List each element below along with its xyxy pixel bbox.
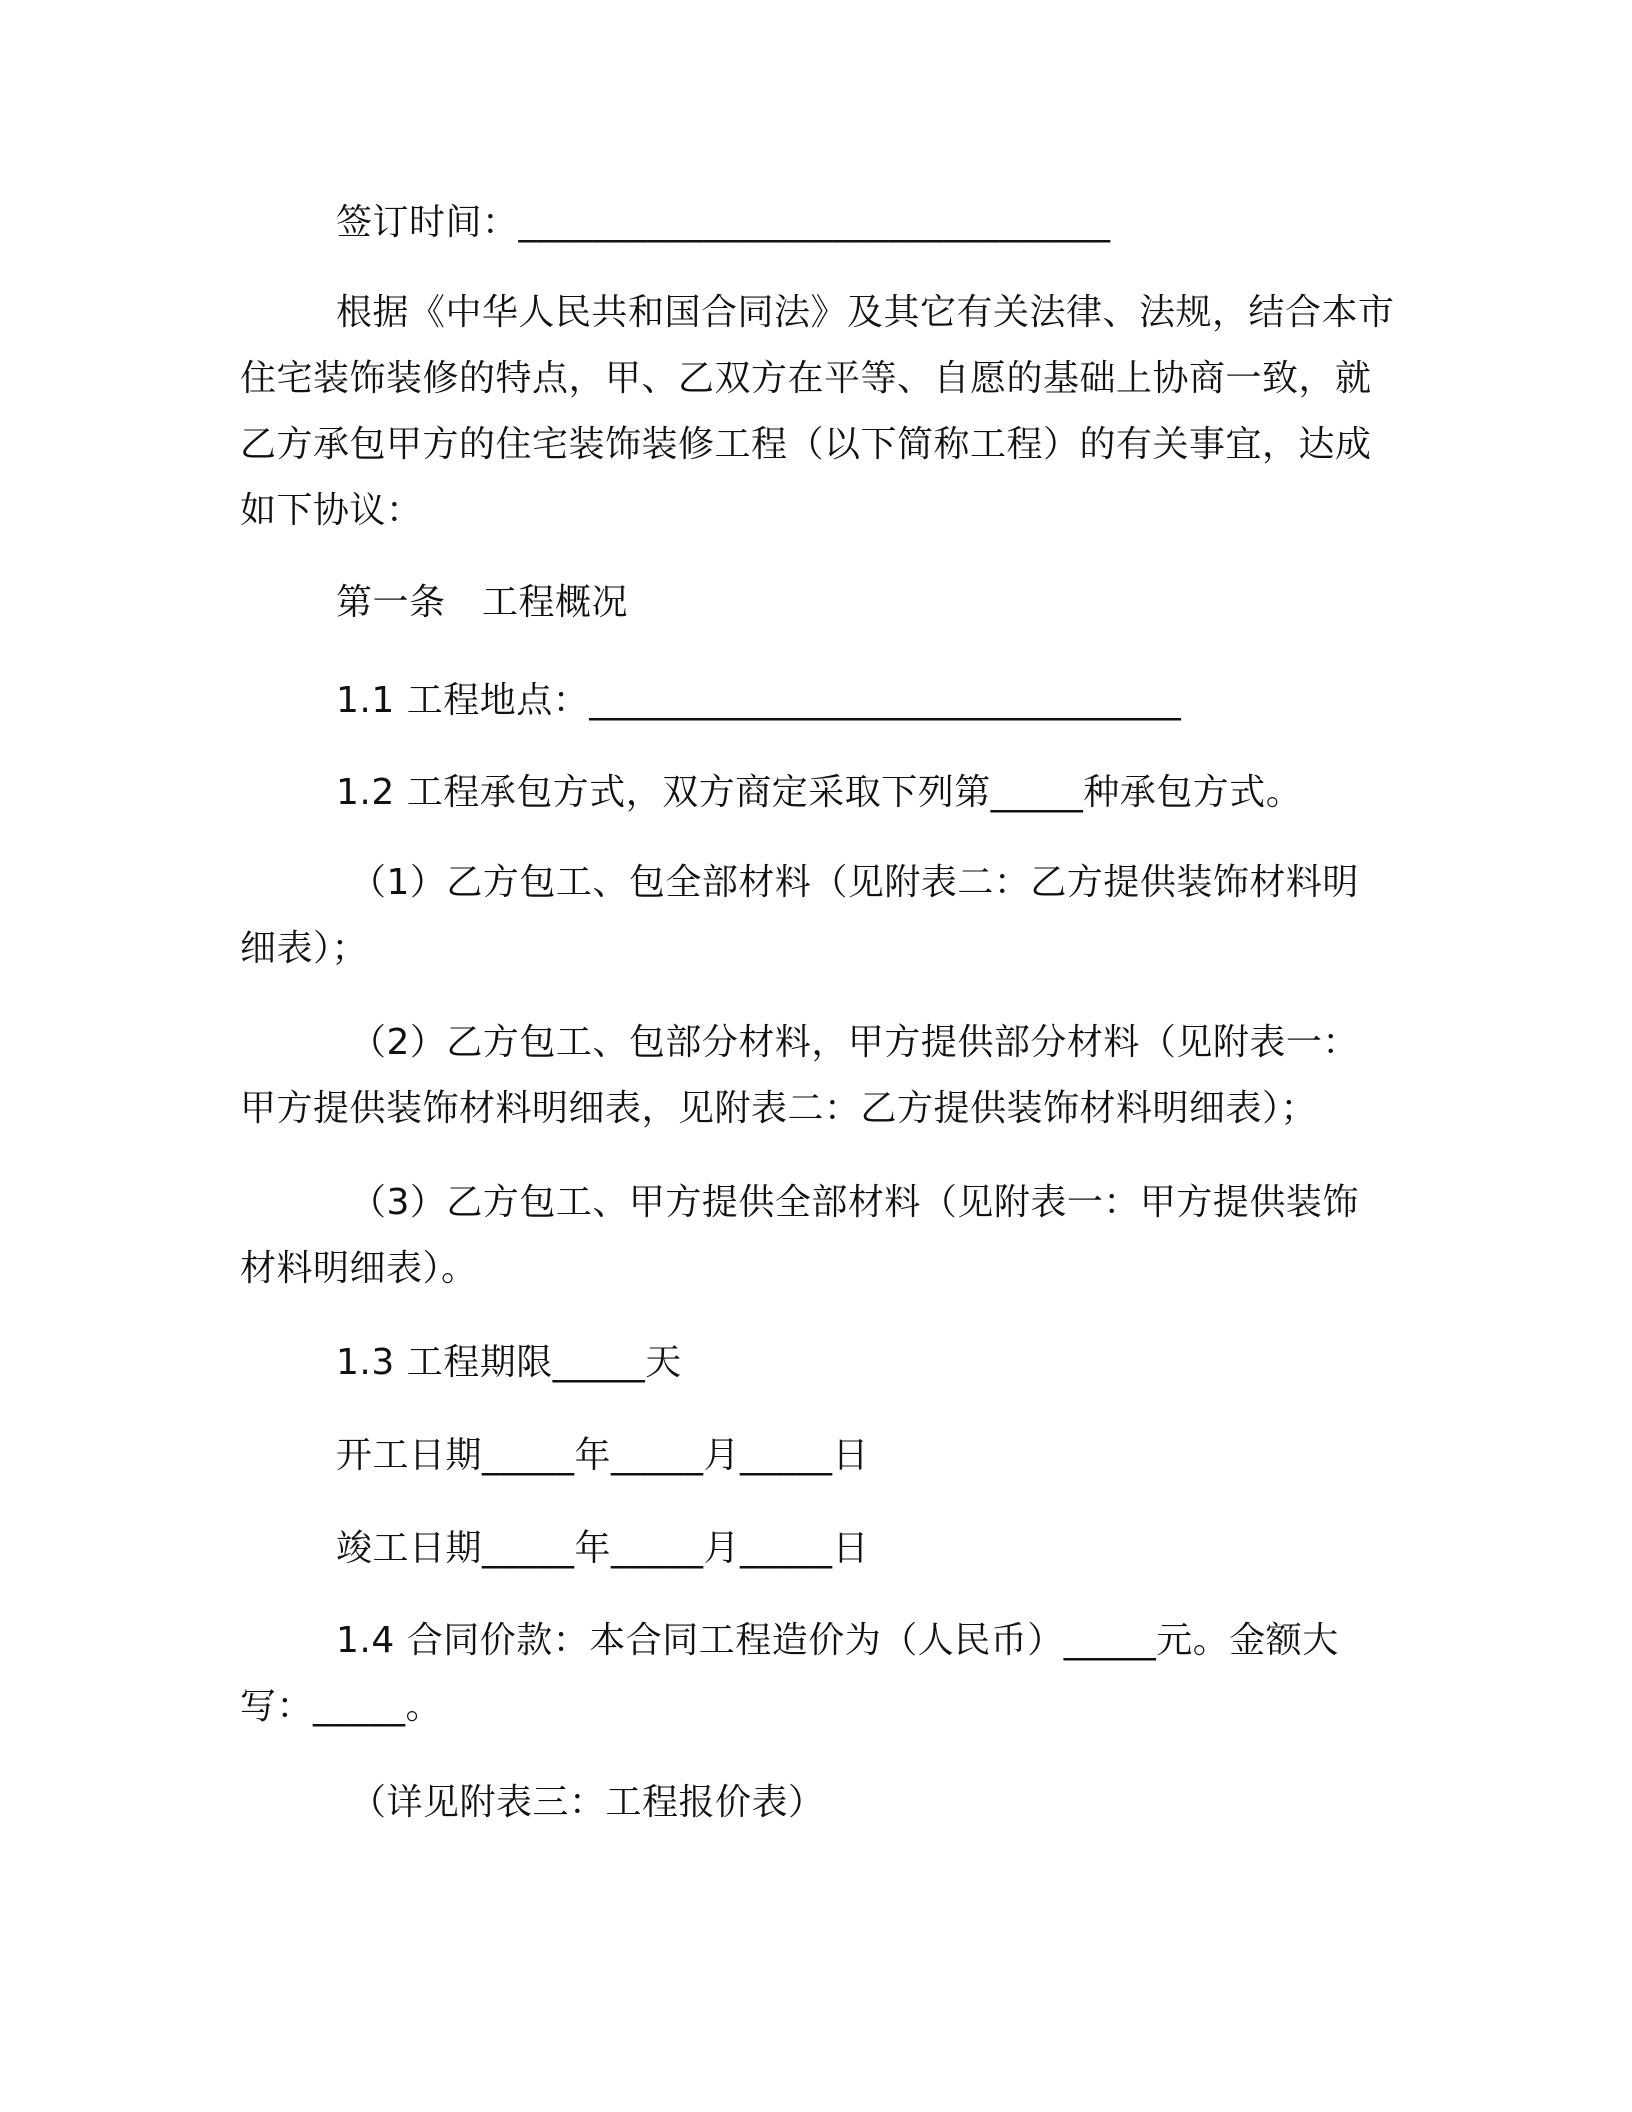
attachment-note: （详见附表三：工程报价表） — [350, 1782, 825, 1823]
option-2-paragraph: （2）乙方包工、包部分材料，甲方提供部分材料（见附表一：甲方提供装饰材料明细表，见附表二：乙方提供装饰材料明细表）； — [240, 1022, 1359, 1129]
article-1-heading: 第一条 工程概况 — [336, 582, 629, 623]
item-1-1-location: 1.1 工程地点：________________________________ — [336, 680, 1182, 721]
option-3-paragraph: （3）乙方包工、甲方提供全部材料（见附表一：甲方提供装饰材料明细表）。 — [240, 1182, 1359, 1289]
sign-time-line: 签订时间：________________________________ — [336, 202, 1111, 243]
item-1-4-price: 1.4 合同价款：本合同工程造价为（人民币）_____元。金额大写：_____。 — [240, 1620, 1339, 1727]
start-date-line: 开工日期_____年_____月_____日 — [336, 1435, 870, 1476]
item-1-2-contract-mode: 1.2 工程承包方式，双方商定采取下列第_____种承包方式。 — [336, 772, 1303, 813]
option-1-paragraph: （1）乙方包工、包全部材料（见附表二：乙方提供装饰材料明细表）； — [240, 862, 1359, 969]
item-1-3-duration: 1.3 工程期限_____天 — [336, 1342, 682, 1383]
preamble-paragraph: 根据《中华人民共和国合同法》及其它有关法律、法规，结合本市住宅装饰装修的特点，甲、乙双方在平等、自愿的基础上协商一致，就乙方承包甲方的住宅装饰装修工程（以下简称工程）的有关事宜，达成如下协议： — [240, 292, 1395, 531]
end-date-line: 竣工日期_____年_____月_____日 — [336, 1528, 870, 1569]
